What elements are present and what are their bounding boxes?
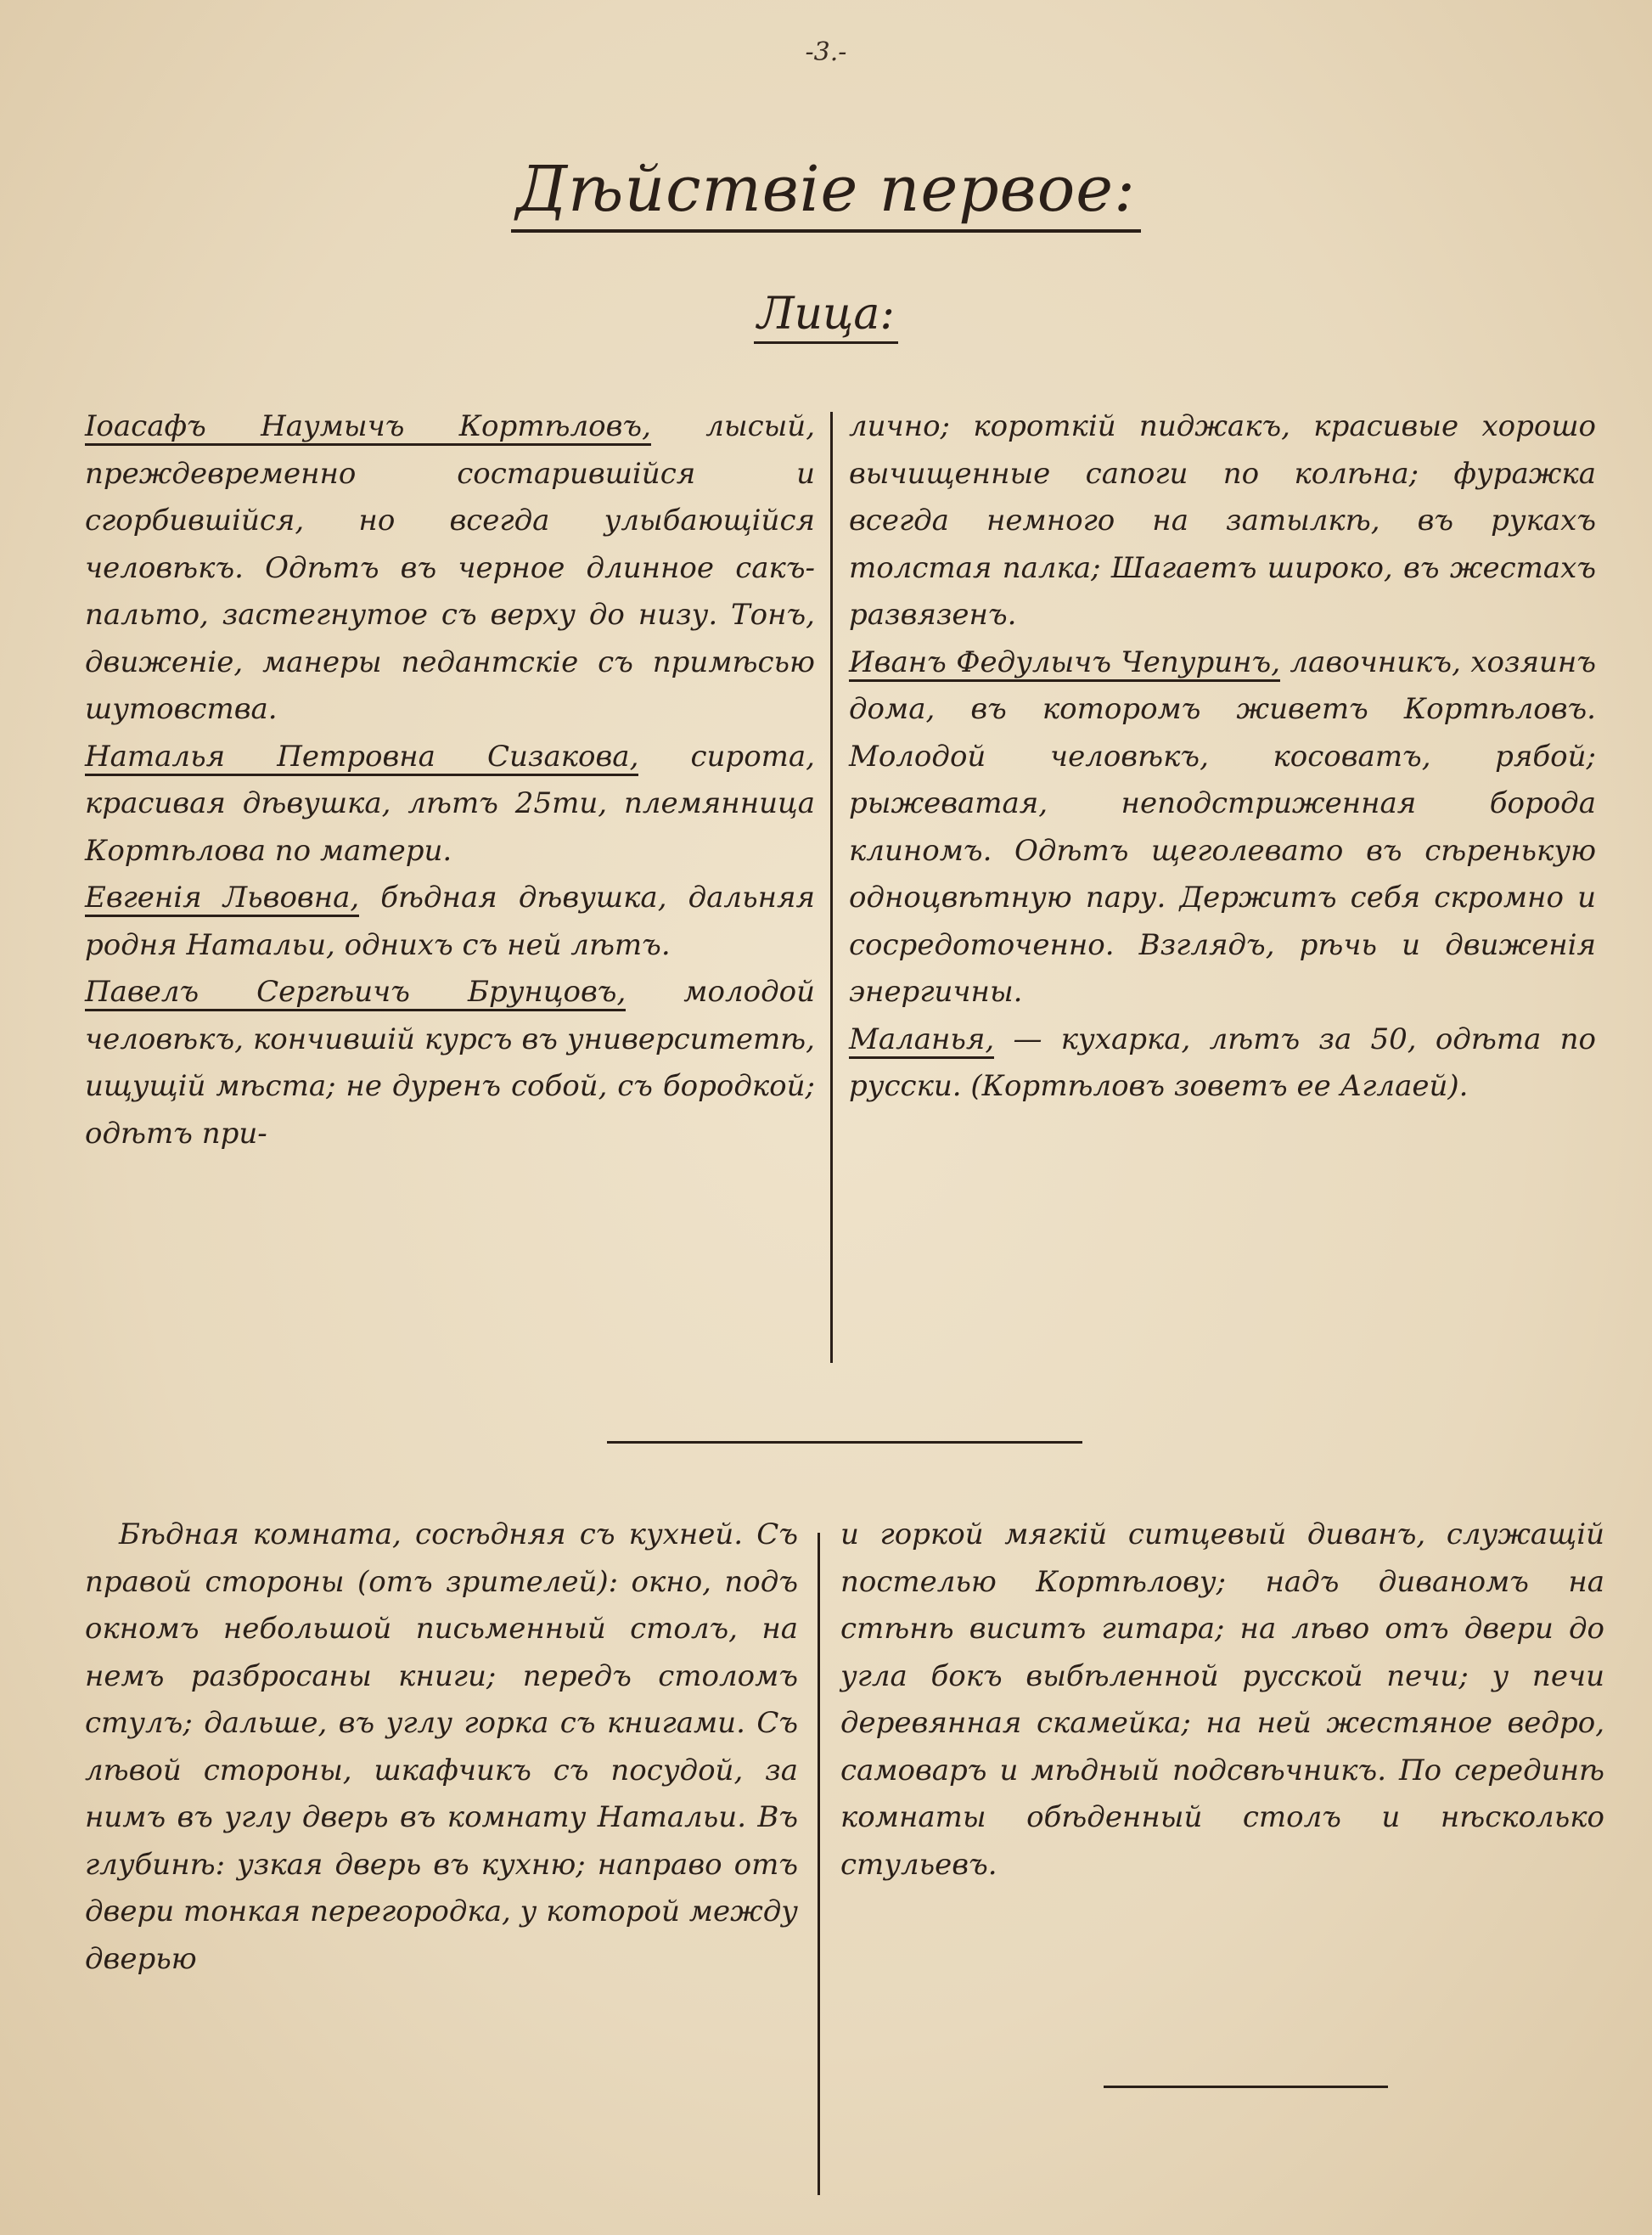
cast-entry [85,969,815,1157]
cast-entry [85,875,815,969]
act-title [0,153,1652,226]
act-title-text: Дѣйствіе первое: [511,153,1141,233]
characters-heading [0,289,1652,340]
cast-list-right [849,403,1596,1111]
scene-description-right [840,1512,1604,1889]
character-name: Павелъ Сергѣичъ Брунцовъ, [85,975,626,1011]
character-name: Иванъ Федулычъ Чепуринъ, [849,645,1280,682]
character-description: лысый, преждевременно состарившійся и сгорбившійся, но всегда улыбающійся человѣкъ. Одѣтъ въ черное длинное сакъ-пальто, застегнутое съ верху до низу. Тонъ, движенiе, манеры педантскіе съ примѣсью шутовства. [85,409,816,726]
character-description: — кухарка, лѣтъ за 50, одѣта по русски. (Кортѣловъ зоветъ ее Аглаей). [849,1022,1596,1103]
cast-entry [849,639,1596,1016]
scene-text: и горкой мягкій ситцевый диванъ, служащій постелью Кортѣлову; надъ диваномъ на стѣнѣ виситъ гитара; на лѣво отъ двери до угла бокъ выбѣленной русской печи; у печи деревянная скамейка; на ней жестяное ведро, самоваръ и мѣдный подсвѣчникъ. По серединѣ комнаты обѣденный столъ и нѣсколько стульевъ. [840,1517,1604,1882]
page-number: -3.- [805,37,847,67]
character-description: сирота, красивая дѣвушка, лѣтъ 25ти, племянница Кортѣлова по матери. [85,739,815,868]
section-divider [607,1441,1082,1444]
character-name: Іоасафъ Наумычъ Кортѣловъ, [85,409,651,446]
characters-heading-text: Лица: [754,289,898,344]
scene-description-left [85,1512,798,1983]
character-name: Маланья, [849,1022,994,1059]
cast-list-left [85,403,815,1157]
cast-entry [85,734,815,875]
character-name: Евгенія Львовна, [85,881,359,917]
cast-entry [849,403,1596,639]
scene-text: Бѣдная комната, сосѣдняя съ кухней. Съ правой стороны (отъ зрителей): окно, подъ окномъ небольшой письменный столъ, на немъ разбросаны книги; передъ столомъ стулъ; дальше, въ углу горка съ книгами. Съ лѣвой стороны, шкафчикъ съ посудой, за нимъ въ углу дверь въ комнату Натальи. Въ глубинѣ: узкая дверь въ кухню; направо отъ двери тонкая перегородка, у которой между дверью [85,1517,798,1976]
character-description: лавочникъ, хозяинъ дома, въ которомъ живетъ Кортѣловъ. Молодой человѣкъ, косоватъ, рябой; рыжеватая, неподстриженная борода клиномъ. Одѣтъ щеголевато въ сѣренькую одноцвѣтную пару. Держитъ себя скромно и сосредоточенно. Взглядъ, рѣчь и движенія энергичны. [849,645,1596,1009]
cast-entry [849,1016,1596,1111]
character-description: молодой человѣкъ, кончившій курсъ въ университетѣ, ищущій мѣста; не дуренъ собой, съ бородкой; одѣтъ при- [85,975,815,1151]
column-divider-top [830,412,833,1363]
end-divider [1104,2086,1388,2088]
character-description: лично; короткій пиджакъ, красивые хорошо вычищенные сапоги по колѣна; фуражка всегда немного на затылкѣ, въ рукахъ толстая палка; Шагаетъ широко, въ жестахъ развязенъ. [849,409,1596,632]
character-description: бѣдная дѣвушка, дальняя родня Натальи, однихъ съ ней лѣтъ. [85,881,816,962]
cast-entry [85,403,815,734]
character-name: Наталья Петровна Сизакова, [85,740,638,776]
column-divider-bottom [818,1533,820,2195]
